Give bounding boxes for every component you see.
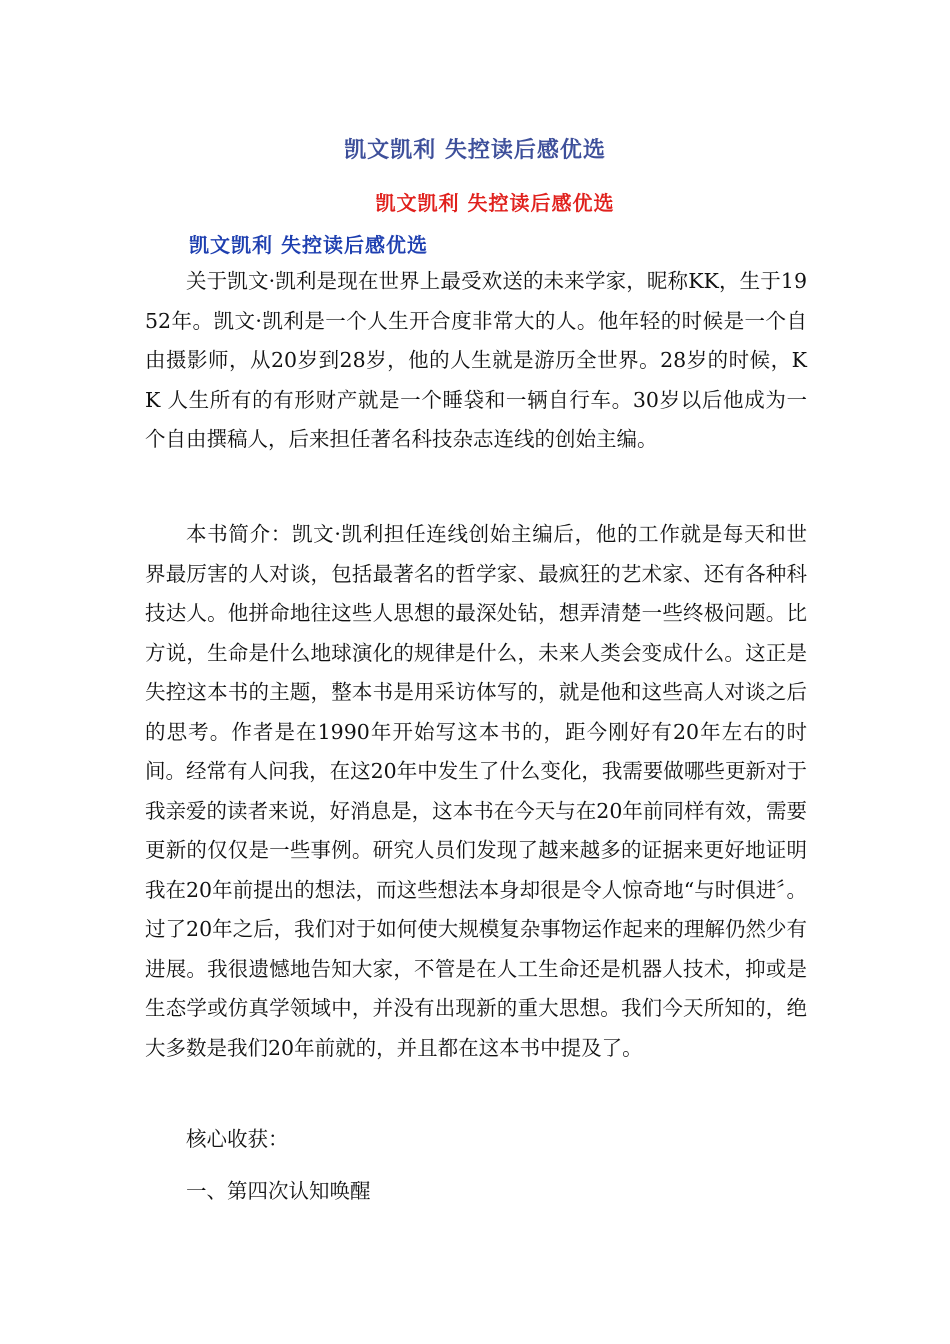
paragraph-author-intro: 关于凯文·凯利是现在世界上最受欢送的未来学家，昵称KK，生于1952年。凯文·凯利是一个人生开合度非常大的人。他年轻的时候是一个自由摄影师，从20岁到28岁，他的人生就是游历全世界。28岁的时候，KK 人生所有的有形财产就是一个睡袋和一辆自行车。30岁以后他成为一个自由撰稿人，后来担任著名科技杂志连线的创始主编。 — [145, 269, 807, 451]
paragraph-book-intro: 本书简介：凯文·凯利担任连线创始主编后，他的工作就是每天和世界最厉害的人对谈，包括最著名的哲学家、最疯狂的艺术家、还有各种科技达人。他拼命地往这些人思想的最深处钻，想弄清楚一些终极问题。比方说，生命是什么地球演化的规律是什么，未来人类会变成什么。这正是失控这本书的主题，整本书是用采访体写的，就是他和这些高人对谈之后的思考。作者是在1990年开始写这本书的，距今刚好有20年左右的时间。经常有人问我，在这20年中发生了什么变化，我需要做哪些更新对于我亲爱的读者来说，好消息是，这本书在今天与在20年前同样有效，需要更新的仅仅是一些事例。研究人员们发现了越来越多的证据来更好地证明我在20年前提出的想法，而这些想法本身却很是令人惊奇地“与时俱进〞。过了20年之后，我们对于如何使大规模复杂事物运作起来的理解仍然少有进展。我很遗憾地告知大家，不管是在人工生命还是机器人技术，抑或是生态学或仿真学领域中，并没有出现新的重大思想。我们今天所知的，绝大多数是我们20年前就的，并且都在这本书中提及了。 — [145, 522, 807, 1060]
paragraph-section-one-heading: 一、第四次认知唤醒 — [186, 1179, 371, 1203]
paragraph-core-gains-heading: 核心收获： — [186, 1127, 289, 1151]
blue-subtitle: 凯文凯利 失控读后感优选 — [189, 233, 428, 257]
red-subtitle: 凯文凯利 失控读后感优选 — [375, 191, 615, 215]
document-title: 凯文凯利 失控读后感优选 — [344, 138, 606, 163]
